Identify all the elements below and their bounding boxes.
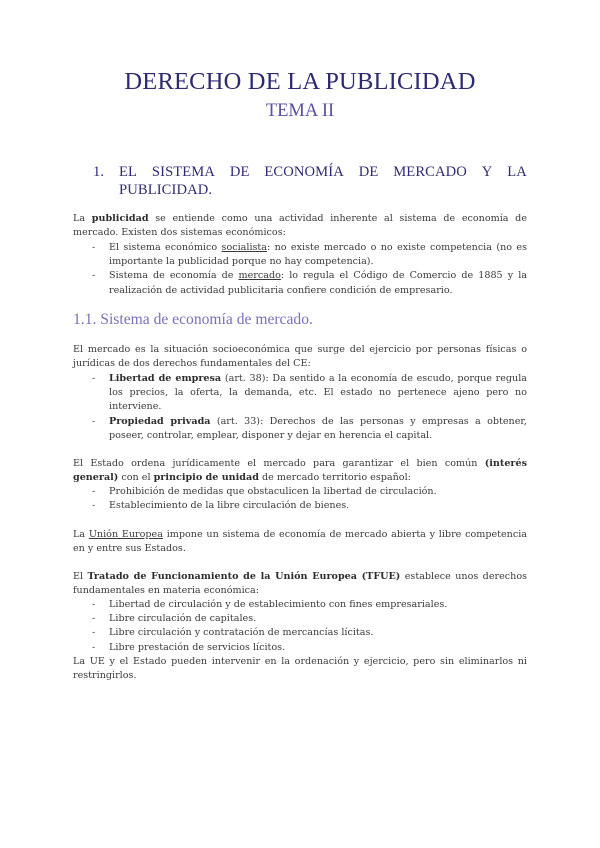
intro-bold: publicidad	[91, 213, 149, 224]
item-text: Sistema de economía de	[109, 270, 239, 282]
dash-bullet: -	[92, 373, 96, 384]
heading-word: ECONOMÍA	[264, 164, 344, 180]
intro-pre: La	[73, 213, 92, 224]
right-text: : Da sentido a la economía de escudo, porque regula los precios, la oferta, la demanda, etc. El estado no pertenece ajeno pero no interviene.	[109, 373, 528, 413]
item-text: Libre circulación de capitales.	[109, 613, 257, 625]
dash-bullet: -	[92, 486, 96, 497]
economic-systems-list	[73, 241, 527, 298]
right-name: Propiedad privada	[109, 415, 211, 427]
list-item	[73, 269, 527, 297]
intro-paragraph	[73, 212, 527, 240]
para-text: La	[73, 529, 89, 540]
dash-bullet: -	[92, 415, 96, 427]
tfue-paragraph	[73, 570, 527, 598]
right-text: : Derechos de las personas y empresas a obtener, poseer, controlar, emplear, disponer y dejar en herencia el capital.	[109, 415, 527, 441]
section-1-1-heading: 1.1. Sistema de economía de mercado.	[73, 311, 313, 328]
document-subtitle: TEMA II	[265, 101, 335, 121]
section-1-heading	[93, 163, 527, 199]
para-text: establece unos derechos fundamentales en materia económica:	[73, 571, 528, 597]
para-text: de mercado territorio español:	[258, 472, 411, 484]
para-text: El	[73, 571, 88, 582]
heading-word: EL	[119, 164, 138, 180]
para-text: El Estado ordena jurídicamente el mercado para garantizar el bien común	[73, 458, 485, 469]
item-text: : lo regula el Código de Comercio de 1885 y la realización de actividad publicitaria confiere condición de empresario.	[109, 270, 528, 296]
dash-bullet: -	[92, 613, 96, 625]
list-item	[73, 626, 527, 640]
list-item	[73, 415, 527, 443]
list-item	[73, 641, 527, 655]
unity-list	[73, 485, 527, 513]
list-item	[73, 499, 527, 513]
underlined-text: Unión Europea	[88, 529, 163, 540]
section-1-number: 1.	[93, 164, 105, 180]
dash-bullet: -	[92, 500, 96, 512]
state-paragraph	[73, 457, 527, 485]
heading-word: MERCADO	[393, 164, 467, 180]
list-item	[73, 372, 527, 415]
section-1-heading-line1	[119, 163, 527, 181]
dash-bullet: -	[92, 627, 96, 639]
eu-paragraph	[73, 528, 527, 556]
heading-word: DE	[358, 164, 379, 180]
dash-bullet: -	[92, 641, 96, 653]
intro-post: se entiende como una actividad inherente al sistema de economía de mercado. Existen dos sistemas económicos:	[73, 213, 527, 239]
tfue-list	[73, 598, 527, 655]
item-text: El sistema económico	[109, 242, 222, 253]
para-text: con el	[118, 472, 154, 484]
item-underlined: socialista	[221, 242, 268, 253]
dash-bullet: -	[92, 242, 96, 253]
list-item	[73, 612, 527, 626]
heading-word: LA	[507, 164, 527, 180]
item-text: Establecimiento de la libre circulación de bienes.	[109, 500, 350, 512]
item-text: Libertad de circulación y de establecimiento con fines empresariales.	[109, 599, 448, 610]
heading-word: DE	[229, 164, 250, 180]
item-underlined: mercado	[238, 270, 281, 282]
bold-text: principio de unidad	[153, 472, 259, 484]
document-title: DERECHO DE LA PUBLICIDAD	[124, 68, 476, 95]
item-text: Libre circulación y contratación de mercancías lícitas.	[109, 627, 374, 639]
right-ref: (art. 33)	[210, 415, 261, 427]
closing-paragraph: La UE y el Estado pueden intervenir en la ordenación y ejercicio, pero sin eliminarlos ni restringirlos.	[73, 656, 527, 682]
heading-word: SISTEMA	[151, 164, 216, 180]
market-paragraph: El mercado es la situación socioeconómica que surge del ejercicio por personas físicas o jurídicas de dos derechos fundamentales del CE:	[73, 344, 527, 370]
item-text: Prohibición de medidas que obstaculicen la libertad de circulación.	[109, 486, 437, 497]
list-item	[73, 485, 527, 499]
list-item	[73, 598, 527, 612]
right-name: Libertad de empresa	[109, 373, 222, 384]
dash-bullet: -	[92, 599, 96, 610]
para-text: impone un sistema de economía de mercado abierta y libre competencia en y entre sus Estados.	[73, 529, 528, 555]
heading-word: Y	[481, 164, 493, 180]
item-text: Libre prestación de servicios lícitos.	[109, 641, 286, 653]
list-item	[73, 241, 527, 269]
dash-bullet: -	[92, 270, 96, 282]
section-1-heading-line2: PUBLICIDAD.	[119, 182, 213, 198]
item-text: : no existe mercado o no existe competencia (no es importante la publicidad porque no hay competencia).	[109, 242, 527, 268]
right-ref: (art. 38)	[221, 373, 266, 384]
bold-text: (interés general)	[73, 458, 527, 484]
rights-list	[73, 372, 527, 443]
bold-text: Tratado de Funcionamiento de la Unión Europea (TFUE)	[87, 571, 401, 582]
